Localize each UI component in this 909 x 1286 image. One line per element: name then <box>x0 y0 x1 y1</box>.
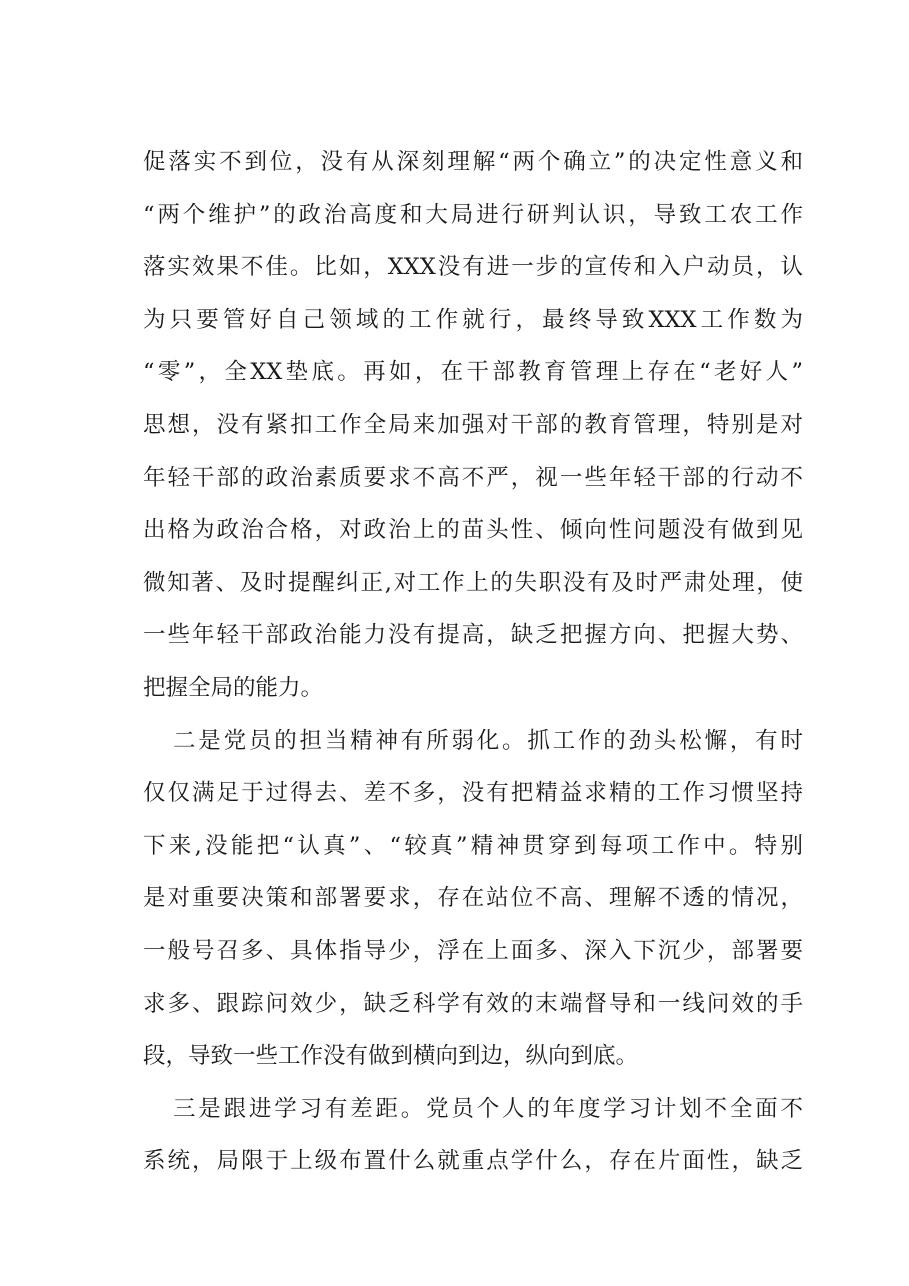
text-line: 促落实不到位，没有从深刻理解“两个确立”的决定性意义和 <box>143 149 803 175</box>
paragraph-three-first-line: 三是跟进学习有差距。党员个人的年度学习计划不全面不 <box>173 1095 803 1122</box>
body-text <box>143 136 803 1188</box>
text-line: 一般号召多、具体指导少，浮在上面多、深入下沉少，部署要 <box>143 937 803 964</box>
text-line: 微知著、及时提醒纠正,对工作上的失职没有及时严肃处理，使 <box>143 569 803 596</box>
text-line: “零”，全XX垫底。再如，在干部教育管理上存在“老好人” <box>143 359 803 386</box>
text-line: “两个维护”的政治高度和大局进行研判认识，导致工农工作 <box>143 201 803 228</box>
paragraph-two-first-line: 二是党员的担当精神有所弱化。抓工作的劲头松懈，有时 <box>173 727 803 754</box>
text-line: 落实效果不佳。比如，XXX没有进一步的宣传和入户动员，认 <box>143 254 803 281</box>
text-line: 求多、跟踪问效少，缺乏科学有效的末端督导和一线问效的手 <box>143 990 803 1017</box>
text-line: 下来,没能把“认真”、“较真”精神贯穿到每项工作中。特别 <box>143 832 803 859</box>
text-line: 仅仅满足于过得去、差不多，没有把精益求精的工作习惯坚持 <box>143 780 803 807</box>
text-line-paragraph-end: 段，导致一些工作没有做到横向到边，纵向到底。 <box>143 1043 639 1070</box>
text-line: 是对重要决策和部署要求，存在站位不高、理解不透的情况， <box>143 885 803 912</box>
text-line-paragraph-end: 把握全局的能力。 <box>143 674 324 701</box>
text-line: 思想，没有紧扣工作全局来加强对干部的教育管理，特别是对 <box>143 411 803 438</box>
text-line: 为只要管好自己领域的工作就行，最终导致XXX工作数为 <box>143 306 803 333</box>
text-line: 出格为政治合格，对政治上的苗头性、倾向性问题没有做到见 <box>143 517 803 544</box>
text-line: 系统，局限于上级布置什么就重点学什么，存在片面性，缺乏 <box>143 1148 803 1175</box>
text-line: 一些年轻干部政治能力没有提高，缺乏把握方向、把握大势、 <box>143 622 803 649</box>
text-line: 年轻干部的政治素质要求不高不严，视一些年轻干部的行动不 <box>143 464 803 491</box>
